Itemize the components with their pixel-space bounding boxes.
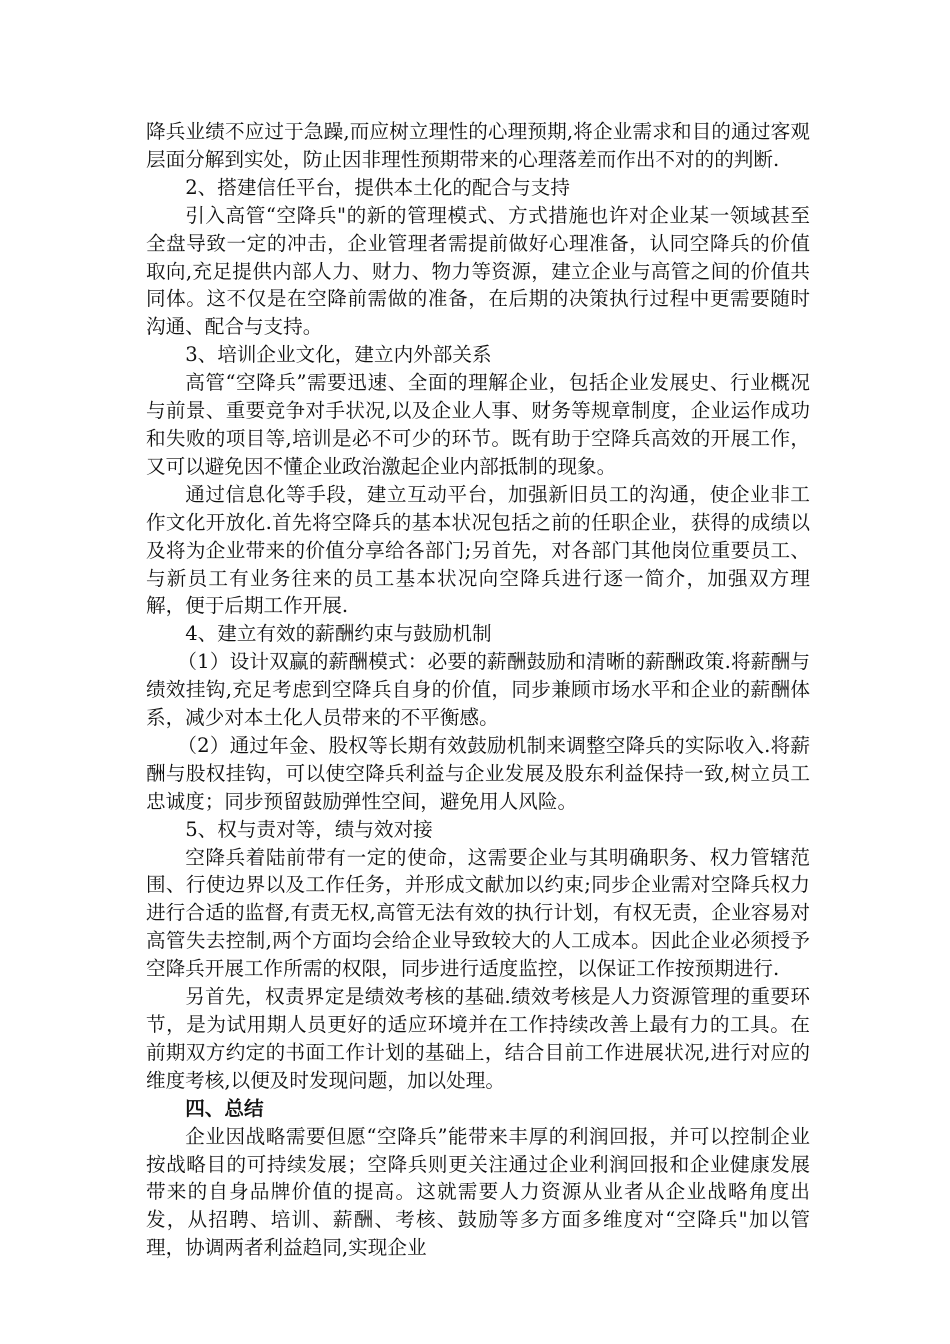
- section-heading-summary: 四、总结: [185, 1096, 264, 1120]
- paragraph-continued-text: 降兵业绩不应过于急躁,而应树立理性的心理预期,将企业需求和目的通过客观层面分解到实处，防止因非理性预期带来的心理落差而作出不对的的判断.: [146, 120, 810, 171]
- section-heading-rights-responsibilities: 5、权与责对等，绩与效对接: [185, 817, 433, 841]
- paragraph-performance-review: 另首先，权责界定是绩效考核的基础.绩效考核是人力资源管理的重要环节，是为试用期人员更好的适应环境并在工作持续改善上最有力的工具。在前期双方约定的书面工作计划的基础上，结合目前工作进展状况,进行对应的维度考核,以便及时发现问题，加以处理。: [146, 985, 810, 1092]
- document-page: [146, 118, 810, 1262]
- paragraph-compensation-item-1: （1）设计双赢的薪酬模式：必要的薪酬鼓励和清晰的薪酬政策.将薪酬与绩效挂钩,充足考虑到空降兵自身的价值，同步兼顾市场水平和企业的薪酬体系，减少对本土化人员带来的不平衡感。: [146, 650, 810, 730]
- paragraph-trust-platform: 引入高管“空降兵"的新的管理模式、方式措施也许对企业某一领域甚至全盘导致一定的冲击，企业管理者需提前做好心理准备，认同空降兵的价值取向,充足提供内部人力、财力、物力等资源，建立企业与高管之间的价值共同体。这不仅是在空降前需做的准备，在后期的决策执行过程中更需要随时沟通、配合与支持。: [146, 203, 810, 339]
- paragraph-compensation-item-2: （2）通过年金、股权等长期有效鼓励机制来调整空降兵的实际收入.将薪酬与股权挂钩，可以使空降兵利益与企业发展及股东利益保持一致,树立员工忠诚度；同步预留鼓励弹性空间，避免用人风险。: [146, 733, 810, 813]
- section-heading-culture-training: 3、培训企业文化，建立内外部关系: [185, 343, 492, 367]
- paragraph-interaction-platform: 通过信息化等手段，建立互动平台，加强新旧员工的沟通，使企业非工作文化开放化.首先将空降兵的基本状况包括之前的任职企业，获得的成绩以及将为企业带来的价值分享给各部门;另首先，对各部门其他岗位重要员工、与新员工有业务往来的员工基本状况向空降兵进行逐一简介，加强双方理解，便于后期工作开展.: [146, 482, 810, 618]
- paragraph-rights-responsibilities: 空降兵着陆前带有一定的使命，这需要企业与其明确职务、权力管辖范围、行使边界以及工作任务，并形成文献加以约束;同步企业需对空降兵权力进行合适的监督,有责无权,高管无法有效的执行计划，有权无责，企业容易对高管失去控制,两个方面均会给企业导致较大的人工成本。因此企业必须授予空降兵开展工作所需的权限，同步进行适度监控，以保证工作按预期进行.: [146, 845, 810, 981]
- section-heading-compensation: 4、建立有效的薪酬约束与鼓励机制: [185, 622, 492, 646]
- paragraph-culture-training: 高管“空降兵”需要迅速、全面的理解企业，包括企业发展史、行业概况与前景、重要竞争对手状况,以及企业人事、财务等规章制度，企业运作成功和失败的项目等,培训是必不可少的环节。既有助于空降兵高效的开展工作，又可以避免因不懂企业政治激起企业内部抵制的现象。: [146, 371, 810, 478]
- section-heading-trust-platform: 2、搭建信任平台，提供本土化的配合与支持: [185, 175, 570, 199]
- paragraph-summary: 企业因战略需要但愿“空降兵”能带来丰厚的利润回报，并可以控制企业按战略目的可持续发展；空降兵则更关注通过企业利润回报和企业健康发展带来的自身品牌价值的提高。这就需要人力资源从业者从企业战略角度出发，从招聘、培训、薪酬、考核、鼓励等多方面多维度对“空降兵"加以管理，协调两者利益趋同,实现企业: [146, 1124, 810, 1260]
